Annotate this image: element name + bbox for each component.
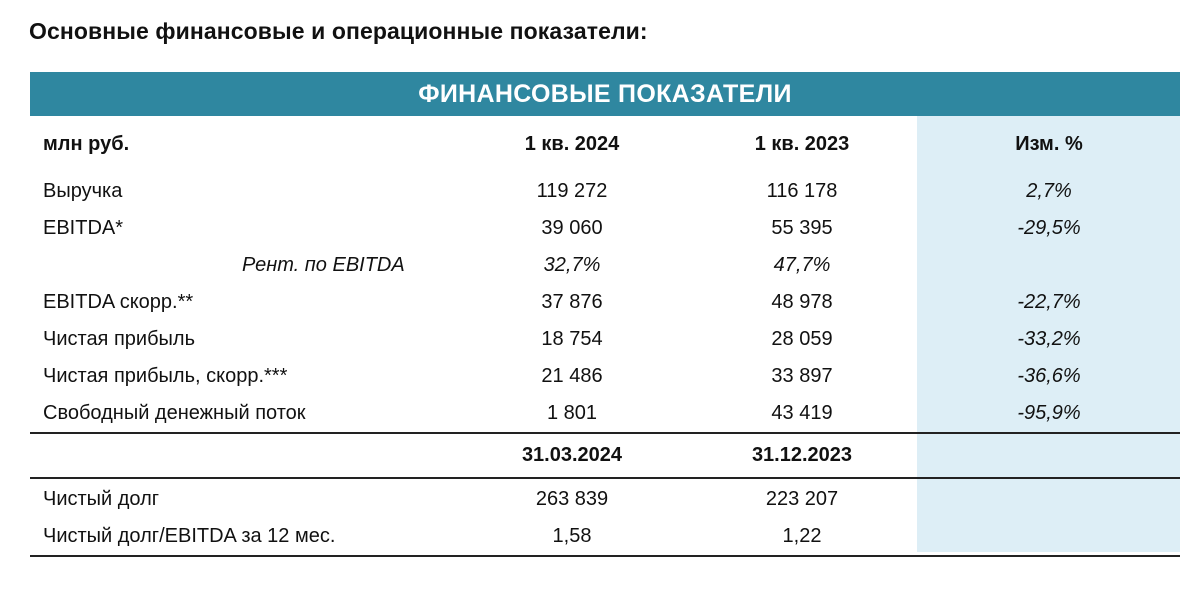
row-value-2024: 37 876 (541, 291, 603, 313)
row-value-2023: 55 395 (771, 217, 833, 239)
financial-table (30, 116, 1180, 557)
date-2024: 31.03.2024 (521, 444, 623, 466)
row-value-2023: 223 207 (765, 488, 839, 510)
row-label: Свободный денежный поток (43, 402, 306, 424)
row-label: Чистая прибыль (43, 328, 195, 350)
table-row-net-profit (30, 321, 1180, 358)
row-change: -95,9% (1017, 402, 1081, 424)
row-change: -29,5% (1017, 217, 1081, 239)
table-row-ebitda-margin (30, 247, 1180, 284)
row-label: Чистый долг (43, 488, 160, 510)
row-value-2024: 39 060 (541, 217, 603, 239)
header-q1-2024: 1 кв. 2024 (524, 133, 620, 155)
row-label: EBITDA* (43, 217, 124, 239)
row-value-2024: 1 801 (546, 402, 598, 424)
table-row-net-debt-ebitda (30, 518, 1180, 555)
page-heading: Основные финансовые и операционные показатели: (29, 18, 648, 44)
row-value-2024: 263 839 (535, 488, 609, 510)
row-label: EBITDA скорр.** (43, 291, 194, 313)
financial-table-panel (30, 72, 1180, 557)
table-row-ebitda (30, 210, 1180, 247)
row-change: -33,2% (1017, 328, 1081, 350)
row-change: -22,7% (1017, 291, 1081, 313)
table-header-row (30, 116, 1180, 173)
row-label: Рент. по EBITDA (242, 254, 405, 276)
table-row-adj-ebitda (30, 284, 1180, 321)
header-q1-2023: 1 кв. 2023 (754, 133, 850, 155)
row-label: Выручка (43, 180, 123, 202)
table-date-row (30, 432, 1180, 479)
row-value-2023: 116 178 (766, 180, 838, 202)
row-value-2024: 32,7% (543, 254, 601, 276)
table-row-net-debt (30, 481, 1180, 518)
row-value-2023: 47,7% (773, 254, 831, 276)
row-label: Чистая прибыль, скорр.*** (43, 365, 288, 387)
row-value-2023: 48 978 (771, 291, 833, 313)
row-value-2024: 18 754 (541, 328, 603, 350)
row-value-2024: 1,58 (552, 525, 592, 547)
section-banner: ФИНАНСОВЫЕ ПОКАЗАТЕЛИ (30, 72, 1180, 116)
row-value-2023: 28 059 (771, 328, 833, 350)
header-units: млн руб. (43, 133, 130, 155)
table-bottom-rule (30, 555, 1180, 557)
row-value-2024: 119 272 (536, 180, 608, 202)
row-value-2023: 1,22 (782, 525, 822, 547)
row-value-2024: 21 486 (541, 365, 603, 387)
row-label: Чистый долг/EBITDA за 12 мес. (43, 525, 336, 547)
row-change: 2,7% (1026, 180, 1072, 202)
row-value-2023: 43 419 (771, 402, 833, 424)
table-row-revenue (30, 173, 1180, 210)
table-row-adj-net-profit (30, 358, 1180, 395)
header-change: Изм. % (1015, 133, 1083, 155)
row-change: -36,6% (1017, 365, 1081, 387)
table-row-free-cash-flow (30, 395, 1180, 432)
row-value-2023: 33 897 (771, 365, 833, 387)
date-2023: 31.12.2023 (751, 444, 853, 466)
